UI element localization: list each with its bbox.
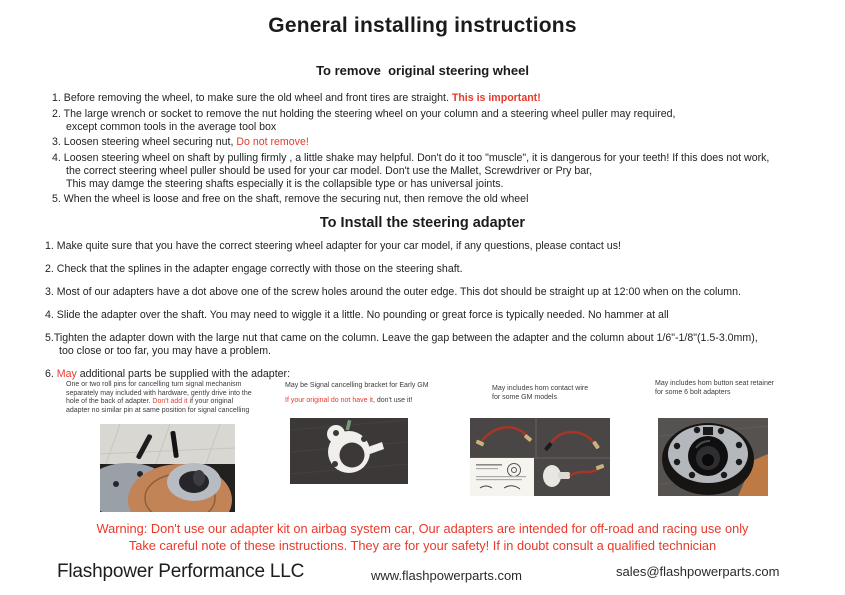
step-number: 5.: [45, 332, 54, 344]
step-number: 6.: [45, 368, 54, 380]
step-line: too close or too far, you may have a problem.: [59, 345, 271, 357]
horn-wire-caption: [492, 385, 622, 402]
step-text: Loosen steering wheel securing nut,: [63, 136, 237, 148]
remove-step-2: [52, 108, 832, 134]
warning-line-2: Take careful note of these instructions. They are for your safety! If in doubt consult a qualified technician: [128, 537, 717, 553]
step-text: Before removing the wheel, to make sure the old wheel and front tires are straight.: [63, 92, 452, 104]
warning-notice: [0, 521, 845, 554]
caption-line: One or two roll pins for cancelling turn signal mechanism: [66, 381, 242, 388]
step-number: 1.: [52, 92, 61, 104]
sales-email: sales@flashpowerparts.com: [616, 564, 780, 579]
step-number: 2.: [52, 107, 61, 120]
caption-line: for some GM models: [492, 393, 557, 401]
step-number: 3.: [45, 286, 54, 298]
step-number: 4.: [45, 309, 54, 321]
step-number: 3.: [52, 136, 61, 148]
company-name: Flashpower Performance LLC: [57, 561, 305, 582]
step-text: Check that the splines in the adapter engage correctly with those on the steering shaft.: [56, 263, 463, 275]
section-remove-heading: To remove original steering wheel: [316, 63, 529, 78]
caption-warning-text: If your original do not have it: [285, 396, 373, 404]
caption-line: May includes horn contact wire: [492, 385, 589, 392]
caption-line: [285, 397, 445, 406]
install-steps-list: [45, 240, 835, 391]
website-url: www.flashpowerparts.com: [371, 568, 522, 583]
caption-text: hole of the back of adapter.: [66, 398, 153, 406]
supplied-parts-row: [0, 378, 845, 520]
caption-text: , don't use it!: [372, 396, 413, 404]
step-warning-text: Do not remove!: [236, 136, 309, 148]
remove-step-3: [52, 136, 832, 149]
remove-step-4: [52, 152, 832, 191]
step-line: [52, 152, 832, 165]
step-number: 1.: [45, 240, 54, 252]
horn-contact-wire-photo: [470, 418, 610, 496]
step-line: This may damge the steering shafts especially it is the collapsible type or has universal joints.: [66, 177, 504, 190]
step-text: The large wrench or socket to remove the nut holding the steering wheel on your column and a steering wheel puller may required,: [63, 107, 676, 120]
install-step-5: [45, 332, 835, 358]
step-text: Make quite sure that you have the correct steering wheel adapter for your car model, if any questions, please contact us!: [56, 240, 621, 252]
install-step-2: [45, 263, 835, 276]
install-step-4: [45, 309, 835, 322]
horn-button-seat-retainer-photo: [658, 418, 768, 496]
roll-pins-and-adapter-photo: [100, 424, 235, 512]
step-line: [45, 332, 835, 345]
cancelling-bracket-caption: [285, 382, 445, 405]
caption-line: May includes horn button seat retainer: [655, 380, 775, 387]
caption-line: May be Signal cancelling bracket for Early GM: [285, 382, 429, 389]
caption-line: for some 6 bolt adapters: [655, 388, 731, 396]
remove-step-5: [52, 193, 832, 206]
warning-line-1: Warning: Don't use our adapter kit on airbag system car, Our adapters are intended for off-road and racing use only: [96, 521, 749, 536]
step-highlight-text: May: [56, 368, 77, 380]
step-line: except common tools in the average tool box: [66, 120, 277, 133]
step-text: Most of our adapters have a dot above one of the screw holes around the outer edge. This dot should be straight up at 12:00 when on the column.: [56, 286, 741, 298]
step-text: When the wheel is loose and free on the shaft, remove the securing nut, then remove the old wheel: [63, 193, 529, 205]
roll-pins-caption: [66, 381, 254, 415]
step-text: Slide the adapter over the shaft. You may need to wiggle it a little. No pounding or great force is typically needed. No hammer at all: [56, 309, 669, 321]
step-warning-text: This is important!: [451, 92, 541, 104]
step-text: additional parts be supplied with the adapter:: [76, 368, 291, 380]
caption-line: separately may included with hardware, gently drive into the: [66, 389, 252, 397]
remove-steps-list: [52, 92, 832, 209]
install-step-1: [45, 240, 835, 253]
remove-step-1: [52, 92, 832, 105]
page-title: General installing instructions: [268, 14, 577, 37]
step-number: 4.: [52, 151, 61, 164]
caption-text: if your original: [187, 398, 234, 406]
section-install-heading: To Install the steering adapter: [319, 215, 526, 231]
signal-cancelling-bracket-photo: [290, 418, 408, 484]
step-number: 5.: [52, 193, 61, 205]
install-step-3: [45, 286, 835, 299]
step-line: [52, 108, 832, 121]
caption-warning-text: Don't add it: [152, 398, 188, 406]
step-number: 2.: [45, 263, 54, 275]
seat-retainer-caption: [655, 380, 805, 397]
caption-line: adapter no similar pin at same position for signal cancelling: [66, 406, 250, 414]
step-text: Loosen steering wheel on shaft by pulling firmly , a little shake may helpful. Don't do it too "muscle", it is dangerous for your teeth! If this does not work,: [63, 151, 770, 164]
step-line: the correct steering wheel puller should be used for your car model. Don't use the Mallet, Screwdriver or Pry bar,: [66, 164, 593, 177]
step-text: Tighten the adapter down with the large nut that came on the column. Leave the gap between the adapter and the column about 1/6"-1/8"(1.5-3.0mm),: [53, 332, 758, 344]
caption-line: [66, 398, 254, 407]
